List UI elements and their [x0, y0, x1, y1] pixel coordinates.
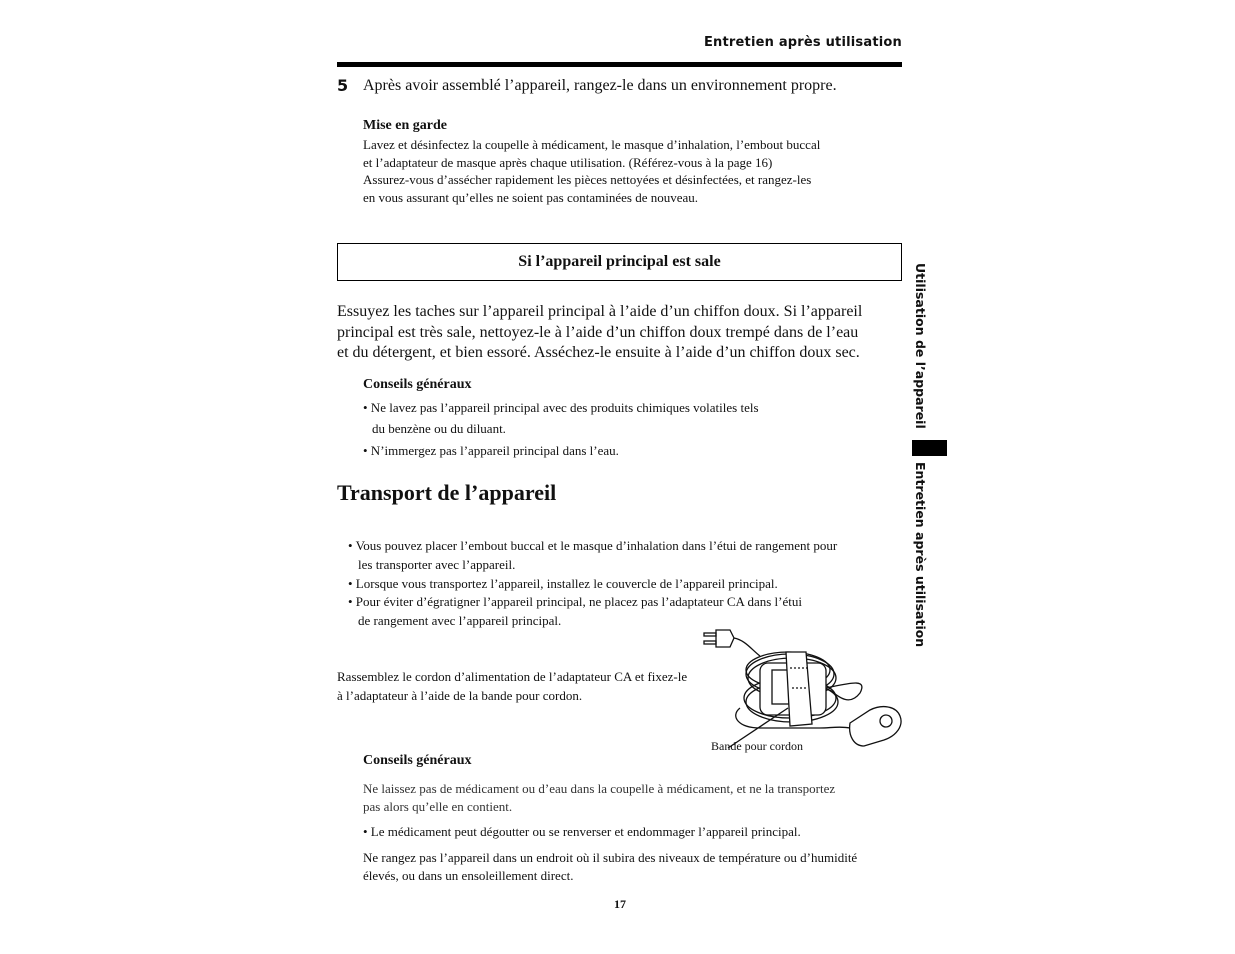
- transport-bullet: de rangement avec l’appareil principal.: [358, 613, 562, 628]
- plug-prong: [704, 641, 716, 644]
- cord-instruction: [337, 667, 687, 705]
- caution-line: en vous assurant qu’elles ne soient pas contaminées de nouveau.: [363, 189, 699, 205]
- plug-cord: [734, 638, 760, 656]
- side-tab-lower: Entretien après utilisation: [913, 462, 928, 648]
- tip-line: pas alors qu’elle en contient.: [363, 798, 513, 814]
- step-text: Après avoir assemblé l’appareil, rangez-le dans un environnement propre.: [363, 77, 837, 94]
- transport-bullet: les transporter avec l’appareil.: [358, 557, 516, 572]
- caution-line: Assurez-vous d’assécher rapidement les pièces nettoyées et désinfectées, et rangez-les: [363, 172, 812, 187]
- output-cord: [826, 683, 862, 700]
- step-number: 5: [337, 76, 349, 95]
- transport-tip: [363, 849, 857, 884]
- caution-line: et l’adaptateur de masque après chaque utilisation. (Référez-vous à la page 16): [363, 154, 773, 170]
- tip-line: Ne laissez pas de médicament ou d’eau dans la coupelle à médicament, et ne la transportez: [363, 781, 836, 796]
- tips-heading: Conseils généraux: [363, 377, 472, 392]
- tip-line: Ne rangez pas l’appareil dans un endroit où il subira des niveaux de température ou d’humidité: [363, 850, 858, 865]
- paragraph-line: et du détergent, et bien essoré. Asséchez-le ensuite à l’aide d’un chiffon doux sec.: [337, 344, 860, 362]
- caution-text: [363, 136, 820, 206]
- page-number: 17: [614, 897, 626, 911]
- dirty-section-box: [337, 243, 902, 281]
- section-title: Transport de l’appareil: [337, 480, 557, 505]
- tip-line: • Ne lavez pas l’appareil principal avec des produits chimiques volatiles tels: [363, 400, 759, 415]
- instruction-line: Rassemblez le cordon d’alimentation de l’adaptateur CA et fixez-le: [337, 669, 688, 684]
- connector-body: [850, 707, 901, 746]
- transport-bullet: • Vous pouvez placer l’embout buccal et le masque d’inhalation dans l’étui de rangement pour: [348, 538, 838, 553]
- figure-caption: Bande pour cordon: [711, 739, 803, 753]
- transport-bullet: • Pour éviter d’égratigner l’appareil principal, ne placez pas l’adaptateur CA dans l’étui: [348, 594, 802, 609]
- tip-line: • N’immergez pas l’appareil principal dans l’eau.: [363, 443, 619, 458]
- caution-line: Lavez et désinfectez la coupelle à médicament, le masque d’inhalation, l’embout buccal: [363, 137, 821, 152]
- transport-tip: • Le médicament peut dégoutter ou se renverser et endommager l’appareil principal.: [363, 824, 801, 839]
- ac-adapter-illustration: [700, 628, 910, 753]
- dirty-paragraph: [337, 302, 862, 364]
- paragraph-line: Essuyez les taches sur l’appareil principal à l’aide d’un chiffon doux. Si l’appareil: [337, 303, 863, 320]
- caution-heading: Mise en garde: [363, 118, 447, 133]
- tip-line: du benzène ou du diluant.: [372, 421, 506, 436]
- tips-heading: Conseils généraux: [363, 753, 472, 768]
- running-header: Entretien après utilisation: [703, 35, 902, 50]
- transport-tip: [363, 780, 835, 815]
- tip-line: élevés, ou dans un ensoleillement direct.: [363, 867, 574, 883]
- plug-body: [716, 630, 734, 647]
- header-rule: [337, 62, 902, 67]
- plug-prong: [704, 633, 716, 636]
- connector-cord: [820, 727, 850, 728]
- dirty-section-title: Si l’appareil principal est sale: [518, 253, 721, 270]
- side-tab-upper: Utilisation de l’appareil: [913, 263, 928, 429]
- side-tab-marker: [912, 440, 947, 456]
- paragraph-line: principal est très sale, nettoyez-le à l’aide d’un chiffon doux trempé dans de l’eau: [337, 323, 859, 341]
- instruction-line: à l’adaptateur à l’aide de la bande pour cordon.: [337, 688, 583, 703]
- transport-bullet: • Lorsque vous transportez l’appareil, installez le couvercle de l’appareil principal.: [348, 576, 778, 591]
